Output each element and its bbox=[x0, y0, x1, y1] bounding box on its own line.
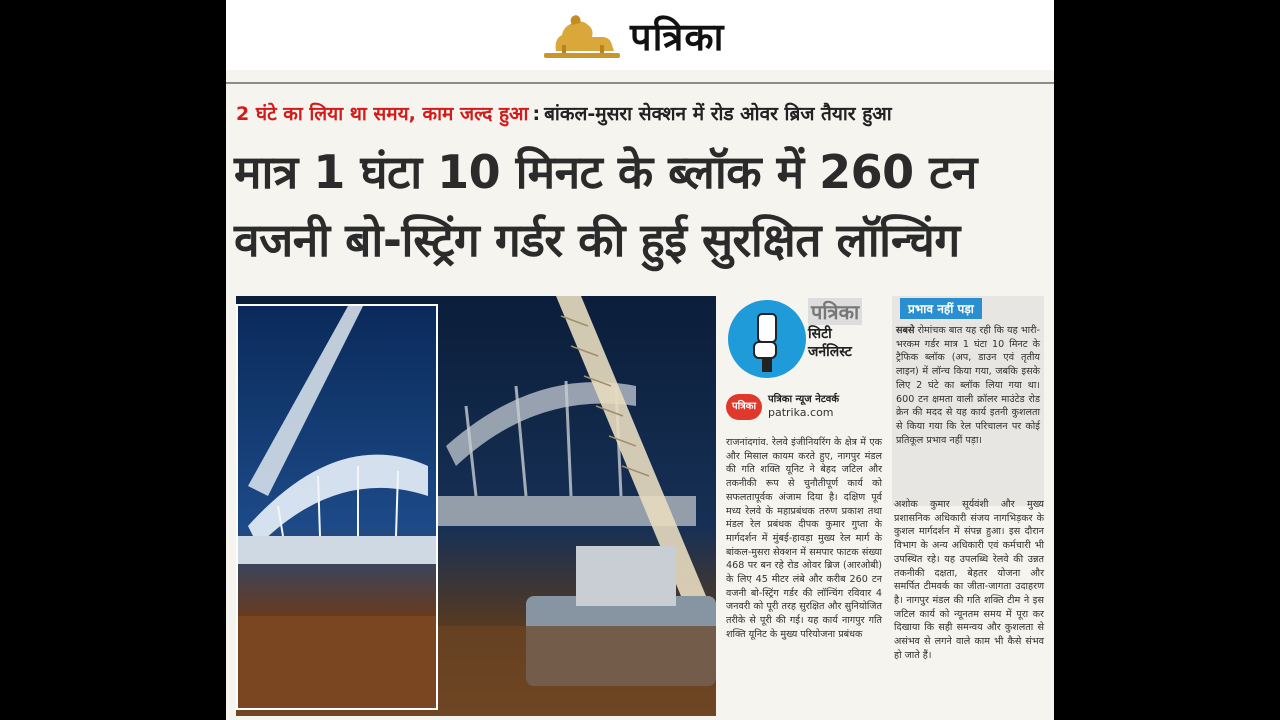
citizen-journalist-line-2: जर्नलिस्ट bbox=[808, 344, 852, 360]
sidebar-box-body: रोमांचक बात यह रही कि यह भारी-भरकम गर्डर मात्र 1 घंटा 10 मिनट के ट्रैफिक ब्लॉक (अप, डाउन एवं तृतीय लाइन) में लॉन्च किया गया, जबकि इसके लिए 2 घंटे का ब्लॉक लिया गया था। 600 टन क्षमता वाली क्रॉलर माउंटेड रोड क्रेन की मदद से यह कार्य इतनी कुशलता से किया गया कि रेल परिचालन पर कोई प्रतिकूल प्रभाव नहीं पड़ा। bbox=[896, 325, 1040, 446]
headline-line-1: मात्र 1 घंटा 10 मिनट के ब्लॉक में 260 टन bbox=[234, 145, 977, 199]
middle-column bbox=[724, 296, 884, 720]
sidebar-box bbox=[892, 296, 1044, 506]
night-crane-illustration bbox=[238, 306, 436, 708]
microphone-hand-icon bbox=[728, 300, 806, 378]
kicker-separator: : bbox=[532, 103, 541, 125]
citizen-journalist-line-1: सिटी bbox=[808, 326, 832, 342]
kicker-subhead: बांकल-मुसरा सेक्शन में रोड ओवर ब्रिज तैयार हुआ bbox=[544, 103, 892, 125]
header-rule bbox=[226, 82, 1054, 84]
brand-name: पत्रिका bbox=[630, 14, 725, 59]
citizen-journalist-badge bbox=[728, 300, 806, 378]
lion-emblem-icon bbox=[542, 11, 622, 61]
logo bbox=[542, 10, 724, 62]
headline bbox=[234, 138, 1046, 274]
sidebar-box-lead: सबसे bbox=[896, 325, 915, 336]
newspaper-page bbox=[226, 0, 1054, 720]
article-continuation-text: अशोक कुमार सूर्यवंशी और मुख्य प्रशासनिक अधिकारी संजय नागभिड़कर के कुशल मार्गदर्शन में संपन्न हुआ। इस दौरान विभाग के अन्य अधिकारी एवं कर्मचारी भी उपस्थित रहे। यह उपलब्धि रेलवे की उन्नत तकनीकी दक्षता, बेहतर योजना और समर्पित टीमवर्क का जीता-जागता उदाहरण है। नागपुर मंडल की गति शक्ति टीम ने इस जटिल कार्य को न्यूनतम समय में पूरा कर दिखाया कि सही समन्वय और कुशलता से असंभव से लगने वाले काम भी कैसे संभव हो जाते हैं। bbox=[894, 499, 1044, 661]
citizen-journalist-label bbox=[808, 298, 878, 361]
sidebar-box-title: प्रभाव नहीं पड़ा bbox=[900, 298, 982, 319]
news-network-name: पत्रिका न्यूज नेटवर्क bbox=[768, 394, 840, 405]
kicker-line bbox=[236, 100, 1046, 126]
inset-photo bbox=[236, 304, 438, 710]
sidebar-box-text bbox=[896, 324, 1040, 447]
headline-line-2: वजनी बो-स्ट्रिंग गर्डर की हुई सुरक्षित लॉन्चिंग bbox=[234, 213, 960, 267]
kicker-highlight: 2 घंटे का लिया था समय, काम जल्द हुआ bbox=[236, 103, 529, 125]
patrika-badge: पत्रिका bbox=[726, 394, 762, 420]
right-column bbox=[892, 296, 1044, 720]
masthead bbox=[226, 0, 1054, 70]
news-network-site: patrika.com bbox=[768, 406, 834, 419]
article-main-text: राजनांदगांव. रेलवे इंजीनियरिंग के क्षेत्र में एक और मिसाल कायम करते हुए, नागपुर मंडल की गति शक्ति यूनिट ने बेहद जटिल और तकनीकी रूप से चुनौतीपूर्ण कार्य को सफलतापूर्वक अंजाम दिया है। दक्षिण पूर्व मध्य रेलवे के महाप्रबंधक तरुण प्रकाश तथा मंडल रेल प्रबंधक दीपक कुमार गुप्ता के मार्गदर्शन में मुंबई-हावड़ा मुख्य रेल मार्ग के बांकल-मुसरा सेक्शन में समपार फाटक संख्या 468 पर बन रहे रोड ओवर ब्रिज (आरओबी) के लिए 45 मीटर लंबे और करीब 260 टन वजनी बो-स्ट्रिंग गर्डर की लॉन्चिंग रविवार 4 जनवरी को पूरी तरह सुरक्षित और सुनियोजित तरीके से पूरी की गई। यह कार्य नागपुर गति शक्ति यूनिट के मुख्य परियोजना प्रबंधक bbox=[726, 437, 882, 640]
citizen-journalist-brand: पत्रिका bbox=[808, 298, 862, 325]
